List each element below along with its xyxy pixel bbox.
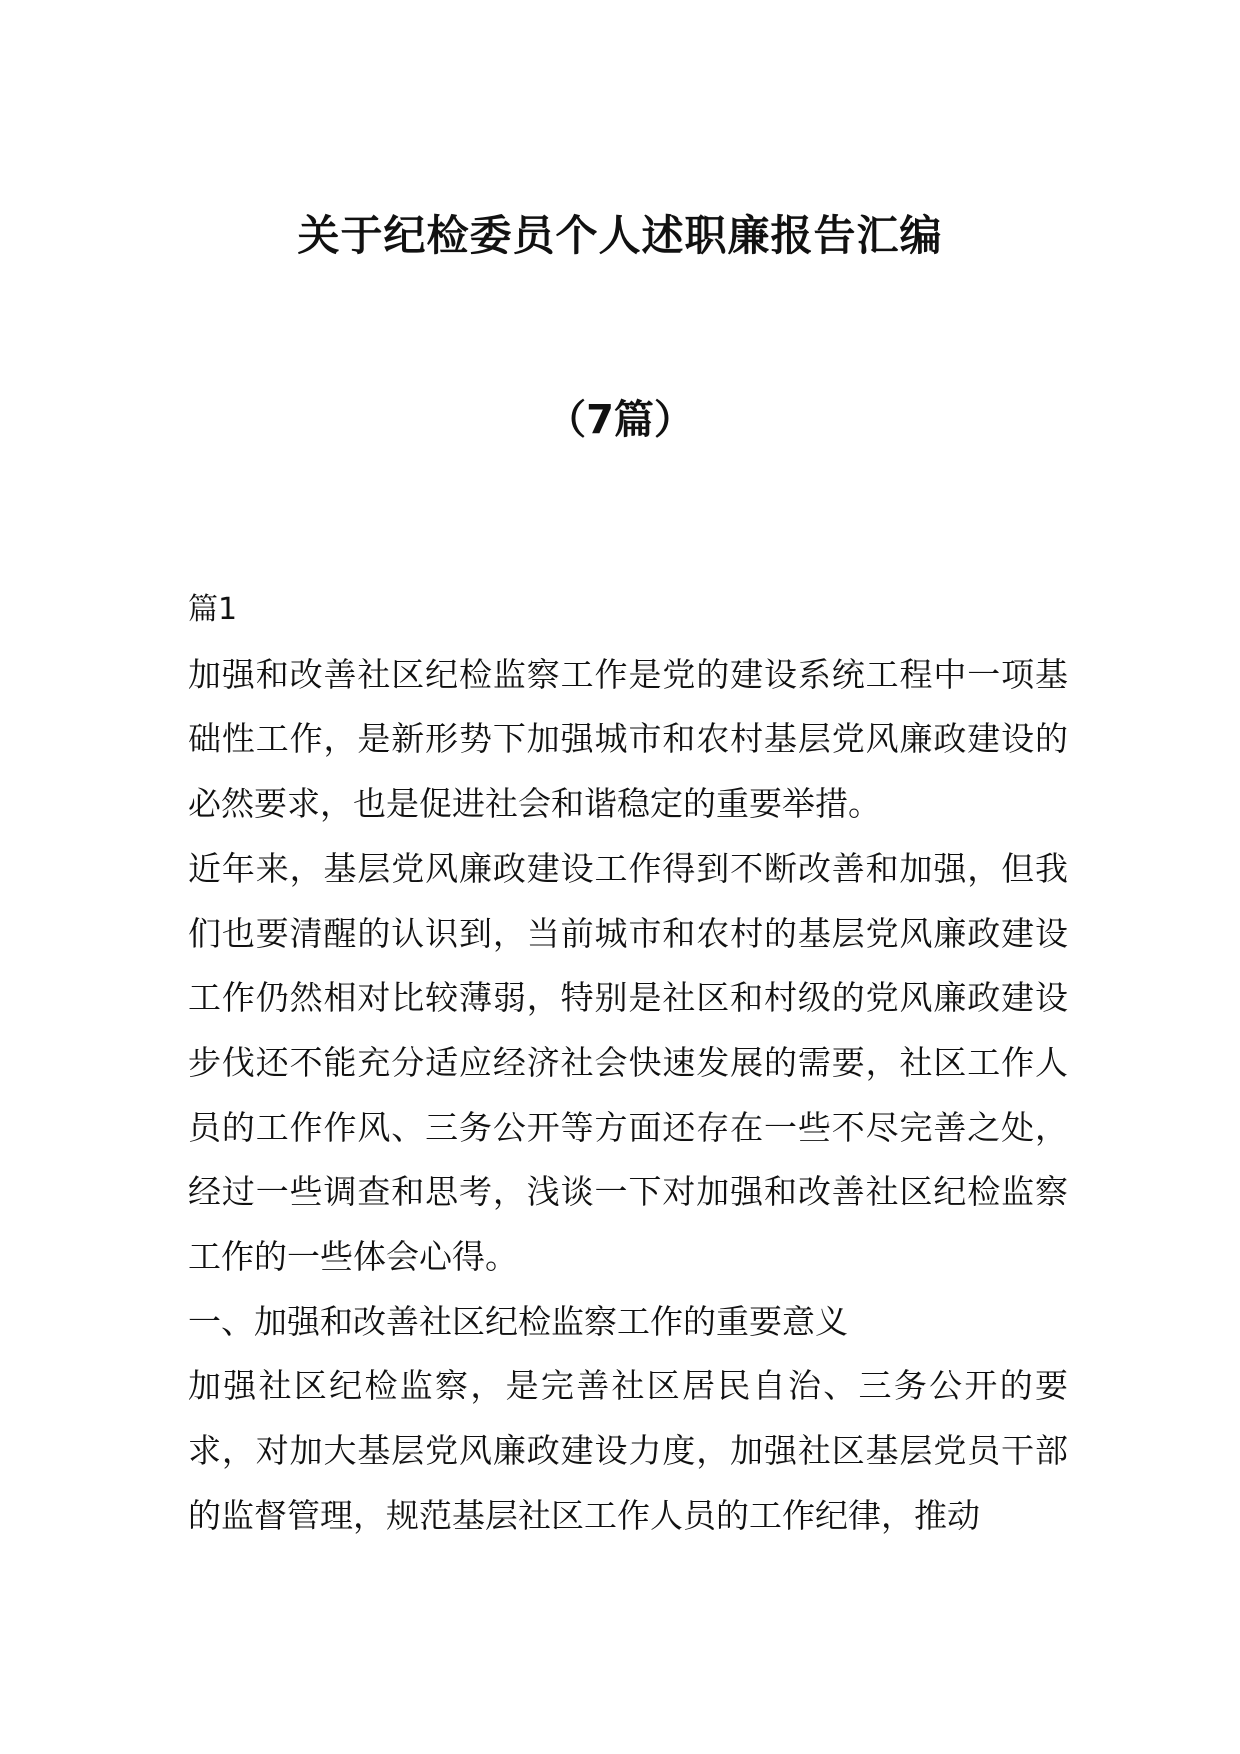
document-body (188, 578, 1068, 1549)
paragraph: 加强和改善社区纪检监察工作是党的建设系统工程中一项基础性工作，是新形势下加强城市和农村基层党风廉政建设的必然要求，也是促进社会和谐稳定的重要举措。 (188, 654, 1068, 824)
document-title: 关于纪检委员个人述职廉报告汇编 (297, 211, 943, 260)
document-subtitle: （7篇） (546, 397, 694, 443)
section-label: 篇1 (188, 592, 238, 627)
section-heading: 一、加强和改善社区纪检监察工作的重要意义 (188, 1301, 848, 1341)
paragraph: 加强社区纪检监察，是完善社区居民自治、三务公开的要求，对加大基层党风廉政建设力度，加强社区基层党员干部的监督管理，规范基层社区工作人员的工作纪律，推动 (188, 1366, 1068, 1535)
paragraph: 近年来，基层党风廉政建设工作得到不断改善和加强，但我们也要清醒的认识到，当前城市和农村的基层党风廉政建设工作仍然相对比较薄弱，特别是社区和村级的党风廉政建设步伐还不能充分适应经济社会快速发展的需要，社区工作人员的工作作风、三务公开等方面还存在一些不尽完善之处，经过一些调查和思考，浅谈一下对加强和改善社区纪检监察工作的一些体会心得。 (188, 848, 1068, 1277)
